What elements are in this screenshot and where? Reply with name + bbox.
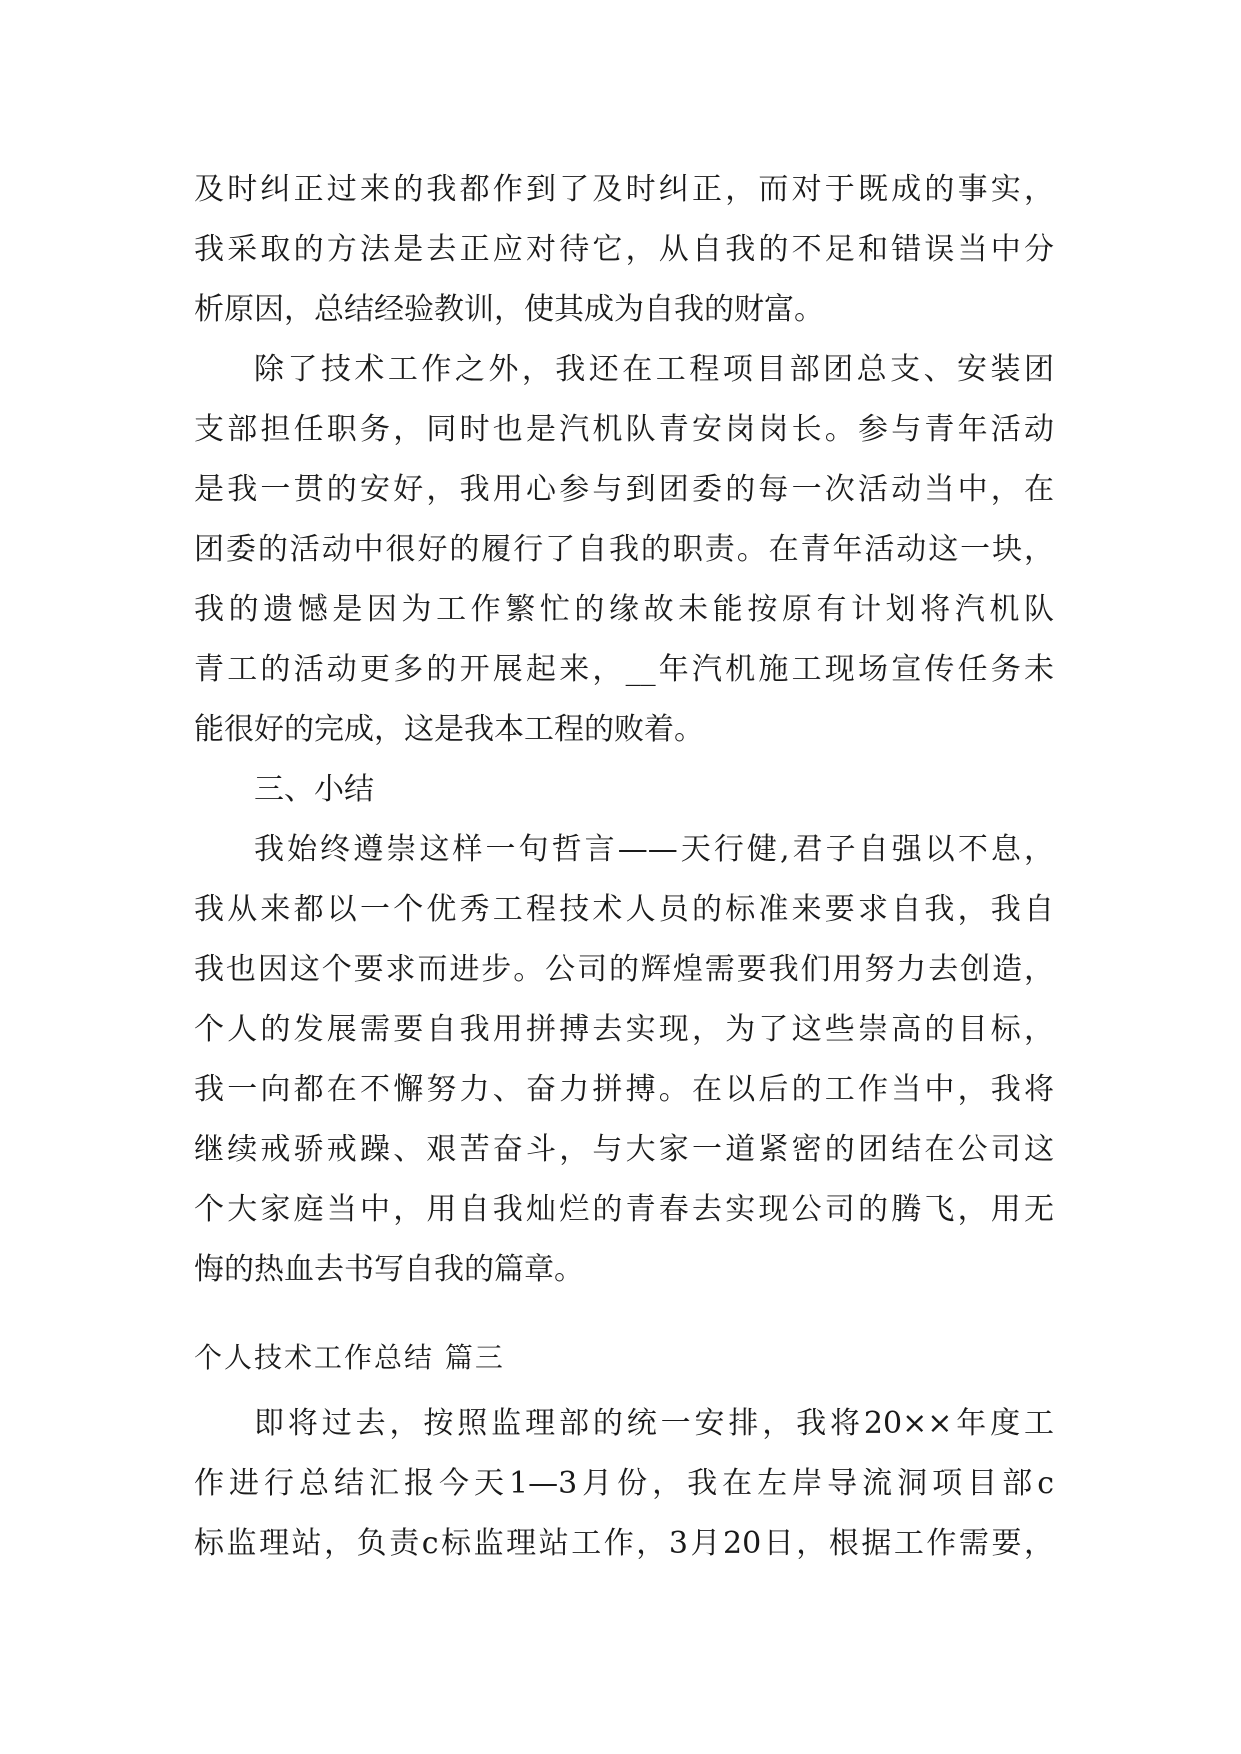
para2-line-3: 是我一贯的安好，我用心参与到团委的每一次活动当中，在 [194, 472, 1054, 507]
para1-line-1: 及时纠正过来的我都作到了及时纠正，而对于既成的事实， [194, 172, 1054, 207]
para2-line-6: 青工的活动更多的开展起来，__年汽机施工现场宣传任务未 [194, 652, 1054, 687]
para3-line-8: 悔的热血去书写自我的篇章。 [194, 1252, 584, 1287]
para3-line-4: 个人的发展需要自我用拼搏去实现，为了这些崇高的目标， [194, 1012, 1054, 1047]
para2-line-2: 支部担任职务，同时也是汽机队青安岗岗长。参与青年活动 [194, 412, 1054, 447]
para3-line-7: 个大家庭当中，用自我灿烂的青春去实现公司的腾飞，用无 [194, 1192, 1054, 1227]
para3-line-6: 继续戒骄戒躁、艰苦奋斗，与大家一道紧密的团结在公司这 [194, 1132, 1054, 1167]
para3-line-5: 我一向都在不懈努力、奋力拼搏。在以后的工作当中，我将 [194, 1072, 1054, 1107]
para4-line-3: 标监理站，负责c标监理站工作，3月20日，根据工作需要， [194, 1526, 1054, 1561]
para2-line-1: 除了技术工作之外，我还在工程项目部团总支、安装团 [254, 352, 1054, 387]
para4-line-2: 作进行总结汇报今天1—3月份，我在左岸导流洞项目部c [194, 1466, 1054, 1501]
para1-line-3: 析原因，总结经验教训，使其成为自我的财富。 [194, 292, 824, 327]
section-heading: 三、小结 [254, 772, 374, 807]
article-title: 个人技术工作总结 篇三 [194, 1341, 505, 1374]
para3-line-2: 我从来都以一个优秀工程技术人员的标准来要求自我，我自 [194, 892, 1054, 927]
para4-line-1: 即将过去，按照监理部的统一安排，我将20××年度工 [254, 1406, 1054, 1441]
para1-line-2: 我采取的方法是去正应对待它，从自我的不足和错误当中分 [194, 232, 1054, 267]
para2-line-4: 团委的活动中很好的履行了自我的职责。在青年活动这一块， [194, 532, 1054, 567]
para3-line-1: 我始终遵崇这样一句哲言——天行健,君子自强以不息， [254, 832, 1054, 867]
para2-line-5: 我的遗憾是因为工作繁忙的缘故未能按原有计划将汽机队 [194, 592, 1054, 627]
para3-line-3: 我也因这个要求而进步。公司的辉煌需要我们用努力去创造， [194, 952, 1054, 987]
para2-line-7: 能很好的完成，这是我本工程的败着。 [194, 712, 704, 747]
